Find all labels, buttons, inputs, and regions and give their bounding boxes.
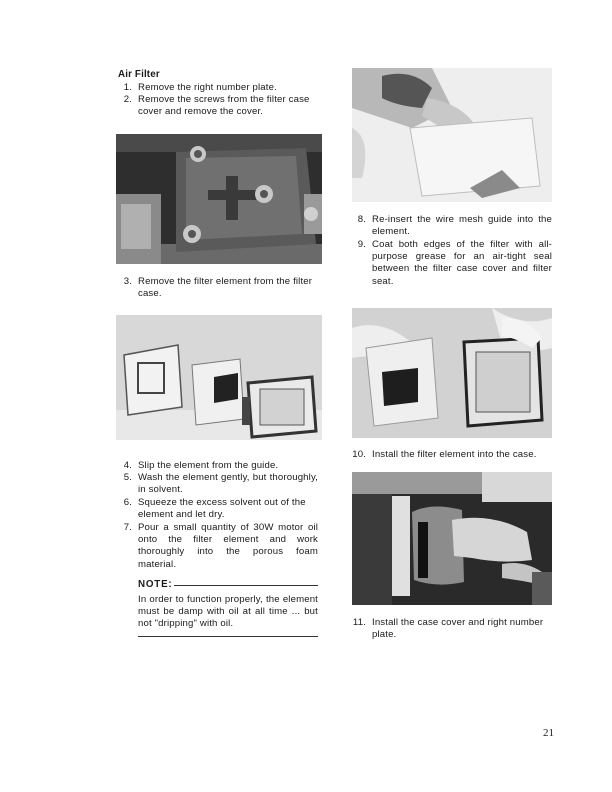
step-text: Coat both edges of the filter with all-purpose grease for an air-tight seal between the filter case cover and filter seat.	[372, 239, 552, 287]
step-text: Install the case cover and right number plate.	[372, 617, 544, 641]
step-number: 1.	[123, 82, 132, 93]
photo-install-filter-element	[352, 472, 552, 605]
step-text: Re-insert the wire mesh guide into the element.	[372, 214, 552, 238]
step-number: 2.	[123, 94, 132, 105]
step-number: 6.	[123, 497, 132, 508]
step-number: 7.	[123, 522, 132, 533]
note-bottom-rule	[138, 636, 318, 637]
step-text: Remove the screws from the filter case cover and remove the cover.	[138, 94, 310, 118]
step-number: 8.	[357, 214, 366, 225]
section-title: Air Filter	[118, 69, 160, 80]
step-text: Pour a small quantity of 30W motor oil onto the filter element and work thoroughly into the porous foam material.	[138, 522, 318, 570]
photo-removed-filter-parts	[116, 315, 322, 440]
step-text: Slip the element from the guide.	[138, 460, 279, 471]
step-text: Wash the element gently, but thoroughly, in solvent.	[138, 472, 318, 496]
step-text: Remove the right number plate.	[138, 82, 277, 93]
step-number: 5.	[123, 472, 132, 483]
photo-coat-filter-edges	[352, 308, 552, 438]
step-text: Remove the filter element from the filter case.	[138, 276, 313, 300]
step-number: 4.	[123, 460, 132, 471]
step-number: 11.	[352, 617, 366, 628]
note-label: NOTE:	[138, 579, 173, 590]
photo-reinsert-guide	[352, 68, 552, 202]
note-text: In order to function properly, the element must be damp with oil at all time ... but not "dripping" with oil.	[138, 594, 318, 630]
step-number: 3.	[123, 276, 132, 287]
page-number: 21	[543, 727, 554, 739]
step-number: 10.	[352, 449, 366, 460]
step-text: Squeeze the excess solvent out of the element and let dry.	[138, 497, 306, 521]
note-top-rule	[174, 585, 318, 586]
photo-filter-case-cover	[116, 134, 322, 264]
step-number: 9.	[357, 239, 366, 250]
step-text: Install the filter element into the case.	[372, 449, 537, 460]
